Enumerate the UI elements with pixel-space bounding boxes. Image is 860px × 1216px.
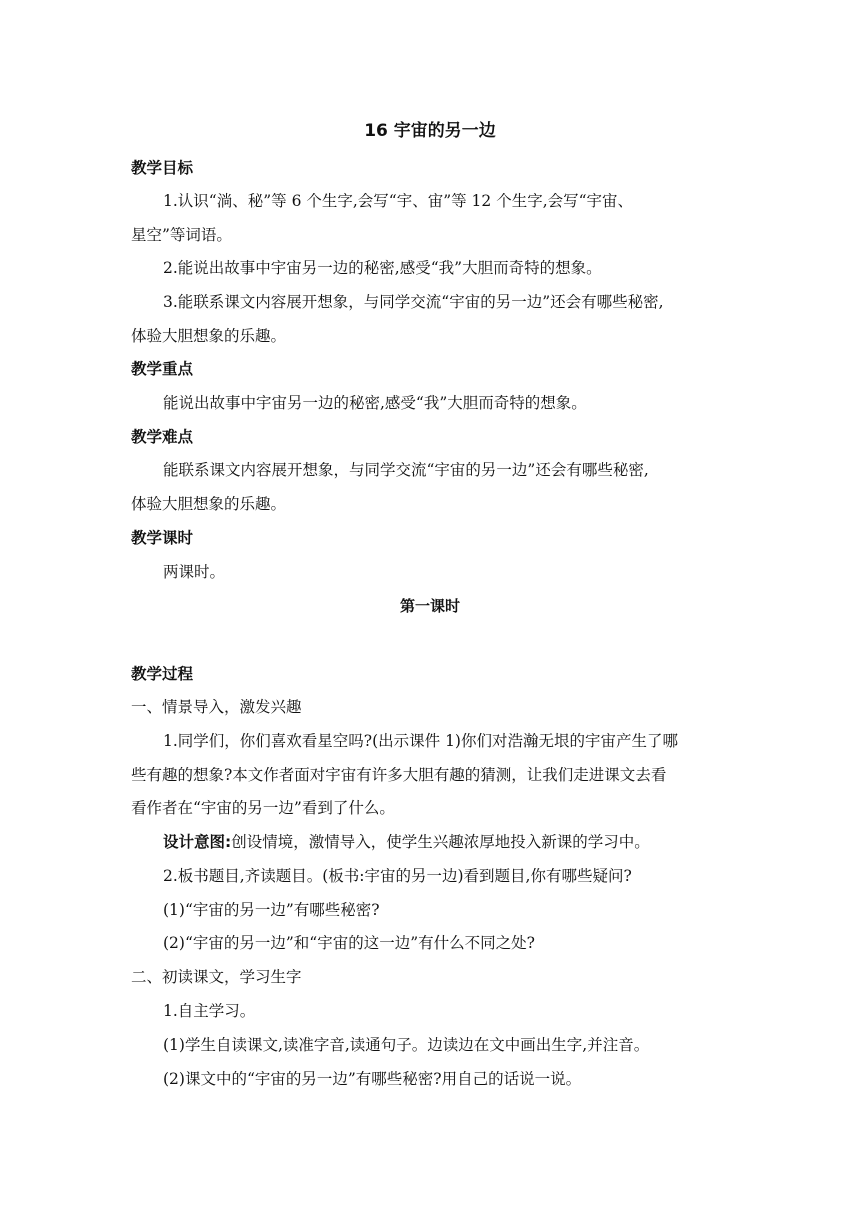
difficulty-line-2: 体验大胆想象的乐趣。: [131, 495, 287, 513]
design-intent-text: 创设情境，激情导入，使学生兴趣浓厚地投入新课的学习中。: [231, 833, 650, 851]
section-1-para-1-line-1: 1.同学们，你们喜欢看星空吗?(出示课件 1)你们对浩瀚无垠的宇宙产生了哪: [163, 732, 678, 750]
process-heading: 教学过程: [131, 665, 194, 683]
goal-2: 2.能说出故事中宇宙另一边的秘密,感受“我”大胆而奇特的想象。: [163, 259, 602, 277]
goal-1-line-1: 1.认识“淌、秘”等 6 个生字,会写“宇、宙”等 12 个生字,会写“宇宙、: [163, 192, 634, 210]
section-1-question-2: (2)“宇宙的另一边”和“宇宙的这一边”有什么不同之处?: [163, 934, 535, 952]
section-2-question-1: (1)学生自读课文,读准字音,读通句子。边读边在文中画出生字,并注音。: [163, 1036, 650, 1054]
goal-1-line-2: 星空”等词语。: [131, 226, 232, 244]
document-title: 16 宇宙的另一边: [364, 121, 496, 141]
lesson-one-heading: 第一课时: [399, 597, 460, 615]
section-1-para-2: 2.板书题目,齐读题目。(板书:宇宙的另一边)看到题目,你有哪些疑问?: [163, 867, 632, 885]
section-1-title: 一、情景导入，激发兴趣: [131, 698, 302, 716]
hours-heading: 教学课时: [131, 529, 194, 547]
section-1-question-1: (1)“宇宙的另一边”有哪些秘密?: [163, 901, 380, 919]
design-intent: [163, 831, 763, 853]
design-intent-label: 设计意图:: [163, 833, 232, 851]
section-2-title: 二、初读课文，学习生字: [131, 968, 302, 986]
key-heading: 教学重点: [131, 360, 194, 378]
key-text: 能说出故事中宇宙另一边的秘密,感受“我”大胆而奇特的想象。: [163, 394, 587, 412]
section-1-para-1-line-2: 些有趣的想象?本文作者面对宇宙有许多大胆有趣的猜测，让我们走进课文去看: [131, 766, 667, 784]
goal-3-line-1: 3.能联系课文内容展开想象，与同学交流“宇宙的另一边”还会有哪些秘密,: [163, 293, 664, 311]
difficulty-heading: 教学难点: [131, 428, 194, 446]
section-2-para-1: 1.自主学习。: [163, 1002, 256, 1020]
section-1-para-1-line-3: 看作者在“宇宙的另一边”看到了什么。: [131, 799, 395, 817]
section-2-question-2: (2)课文中的“宇宙的另一边”有哪些秘密?用自己的话说一说。: [163, 1070, 582, 1088]
difficulty-line-1: 能联系课文内容展开想象，与同学交流“宇宙的另一边”还会有哪些秘密,: [163, 461, 649, 479]
hours-text: 两课时。: [163, 563, 226, 581]
goals-heading: 教学目标: [131, 159, 194, 177]
goal-3-line-2: 体验大胆想象的乐趣。: [131, 327, 287, 345]
